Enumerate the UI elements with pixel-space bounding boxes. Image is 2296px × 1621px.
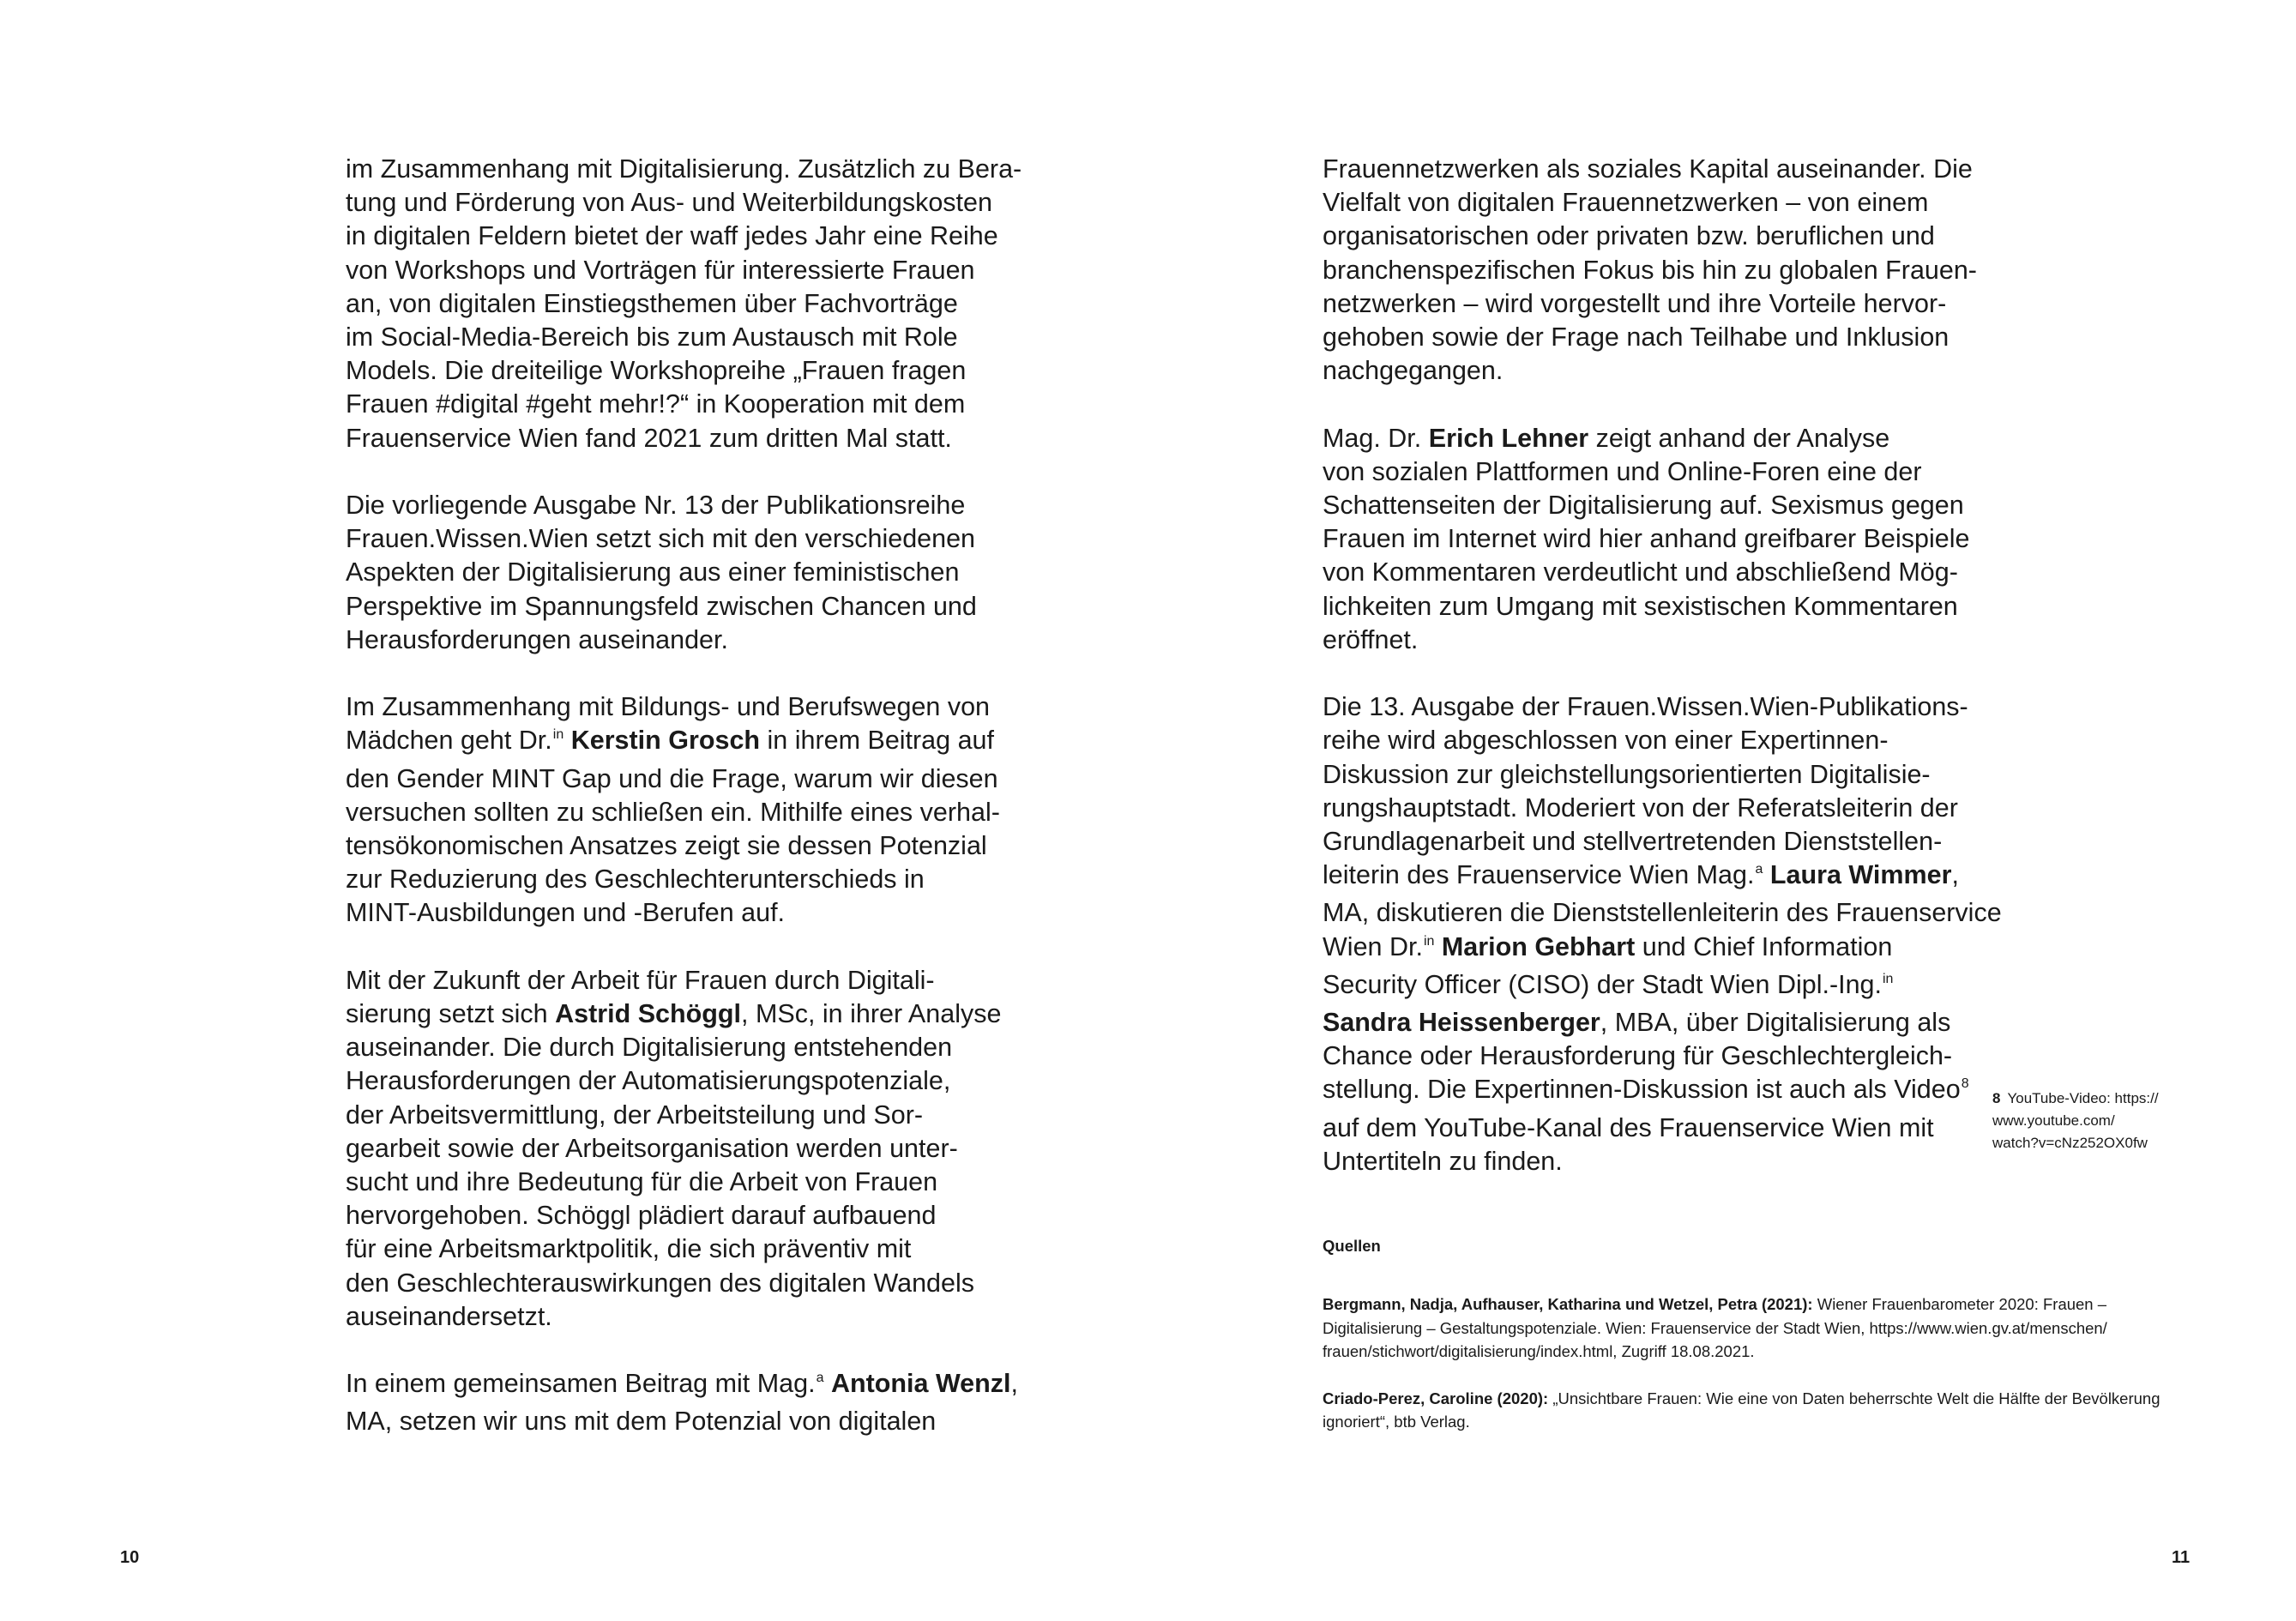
page-number-right: 11	[2172, 1548, 2191, 1567]
text-run: Frauen #digital #geht mehr!?“ in Kooperation mit dem	[346, 389, 966, 419]
text-run: ,	[1951, 860, 1959, 890]
text-run: den Gender MINT Gap und die Frage, warum wir diesen	[346, 763, 998, 793]
text-run: , MBA, über Digitalisierung als	[1600, 1008, 1951, 1038]
footnote-line: www.youtube.com/	[1992, 1112, 2115, 1129]
text-line	[1323, 1145, 2009, 1178]
superscript: a	[1755, 862, 1763, 877]
bold-name: Marion Gebhart	[1441, 931, 1636, 961]
text-line	[346, 829, 1032, 863]
text-run: Mag. Dr.	[1323, 423, 1429, 453]
text-line	[346, 997, 1032, 1031]
text-line	[1323, 1293, 2206, 1317]
text-line	[1323, 1039, 2009, 1073]
bold-name: Bergmann, Nadja, Aufhauser, Katharina und Wetzel, Petra (2021):	[1323, 1295, 1813, 1313]
text-line	[1323, 758, 2009, 792]
bold-name: Kerstin Grosch	[570, 726, 761, 756]
text-line	[346, 186, 1032, 220]
text-run: Herausforderungen auseinander.	[346, 624, 728, 654]
paragraph	[346, 489, 1032, 657]
text-line	[1323, 1387, 2206, 1411]
reference	[1323, 1293, 2206, 1364]
bold-name: Sandra Heissenberger	[1323, 1008, 1600, 1038]
bold-name: Criado-Perez, Caroline (2020):	[1323, 1389, 1549, 1407]
sources-heading: Quellen	[1323, 1237, 1381, 1255]
footnote-line	[1992, 1088, 2159, 1110]
text-line	[346, 1031, 1032, 1064]
text-run: im Zusammenhang mit Digitalisierung. Zusätzlich zu Bera-	[346, 154, 1022, 184]
bold-name: Laura Wimmer	[1769, 860, 1952, 890]
text-run: zur Reduzierung des Geschlechterunterschieds in	[346, 865, 925, 895]
text-line	[346, 1166, 1032, 1199]
text-run: frauen/stichwort/digitalisierung/index.html, Zugriff 18.08.2021.	[1323, 1342, 1755, 1360]
text-run: hervorgehoben. Schöggl plädiert darauf aufbauend	[346, 1201, 937, 1231]
text-run: ,	[1010, 1369, 1018, 1399]
superscript: in	[1883, 971, 1894, 986]
text-run: in digitalen Feldern bietet der waff jedes Jahr eine Reihe	[346, 221, 998, 251]
text-run: Models. Die dreiteilige Workshopreihe „Frauen fragen	[346, 356, 967, 386]
text-run: tung und Förderung von Aus- und Weiterbildungskosten	[346, 188, 992, 218]
text-run: der Arbeitsvermittlung, der Arbeitsteilung und Sor-	[346, 1100, 924, 1130]
text-line	[1323, 1317, 2206, 1341]
text-line	[346, 220, 1032, 253]
text-run: Frauennetzwerken als soziales Kapital auseinander. Die	[1323, 154, 1973, 184]
right-text-column	[1323, 153, 2009, 1212]
paragraph	[346, 964, 1032, 1334]
text-run	[1763, 860, 1769, 889]
text-line	[1323, 422, 2009, 455]
text-run: Im Zusammenhang mit Bildungs- und Berufswegen von	[346, 692, 991, 722]
text-run: Perspektive im Spannungsfeld zwischen Chancen und	[346, 591, 977, 621]
text-run: Die vorliegende Ausgabe Nr. 13 der Publikationsreihe	[346, 491, 966, 521]
text-run: Mit der Zukunft der Arbeit für Frauen durch Digitali-	[346, 965, 935, 995]
text-run: Frauenservice Wien fand 2021 zum dritten Mal statt.	[346, 423, 952, 453]
superscript: in	[1423, 933, 1435, 949]
text-line	[346, 964, 1032, 997]
text-run	[823, 1369, 830, 1398]
text-line	[346, 1300, 1032, 1334]
text-run: Die 13. Ausgabe der Frauen.Wissen.Wien-Publikations-	[1323, 692, 1968, 722]
text-run: eröffnet.	[1323, 624, 1419, 654]
text-run: In einem gemeinsamen Beitrag mit Mag.	[346, 1369, 816, 1399]
bold-name: Antonia Wenzl	[830, 1369, 1011, 1399]
footnote-text: YouTube-Video: https://	[2007, 1090, 2159, 1106]
text-run: Aspekten der Digitalisierung aus einer feministischen	[346, 557, 960, 588]
text-line	[1323, 556, 2009, 589]
text-run: auf dem YouTube-Kanal des Frauenservice Wien mit	[1323, 1112, 1934, 1142]
text-run: an, von digitalen Einstiegsthemen über Fachvorträge	[346, 288, 958, 318]
text-run: Chance oder Herausforderung für Geschlechtergleich-	[1323, 1041, 1953, 1071]
text-line	[346, 590, 1032, 624]
text-run: von sozialen Plattformen und Online-Foren eine der	[1323, 456, 1922, 486]
text-line	[1323, 1006, 2009, 1039]
text-run: zeigt anhand der Analyse	[1588, 423, 1890, 453]
text-line	[346, 896, 1032, 930]
text-run: netzwerken – wird vorgestellt und ihre Vorteile hervor-	[1323, 288, 1947, 318]
reference-list	[1323, 1293, 2206, 1434]
text-run: Security Officer (CISO) der Stadt Wien Dipl.-Ing.	[1323, 969, 1882, 999]
text-line	[346, 153, 1032, 186]
text-run: ignoriert“, btb Verlag.	[1323, 1413, 1470, 1431]
superscript: a	[816, 1371, 824, 1386]
text-line	[1323, 624, 2009, 657]
text-line	[1323, 896, 2009, 930]
text-line	[346, 1199, 1032, 1232]
left-text-column	[346, 153, 1032, 1473]
text-run: MA, setzen wir uns mit dem Potenzial von digitalen	[346, 1407, 937, 1437]
text-run: Mädchen geht Dr.	[346, 726, 552, 756]
reference	[1323, 1387, 2206, 1434]
text-run: für eine Arbeitsmarktpolitik, die sich präventiv mit	[346, 1234, 912, 1264]
text-line	[1323, 1410, 2206, 1434]
paragraph	[346, 153, 1032, 455]
text-run: Wiener Frauenbarometer 2020: Frauen –	[1812, 1295, 2107, 1313]
text-line	[1323, 220, 2009, 253]
text-line	[1323, 590, 2009, 624]
text-line	[1323, 724, 2009, 757]
footnote-number: 8	[1992, 1090, 2001, 1106]
text-line	[346, 522, 1032, 556]
text-run: Digitalisierung – Gestaltungspotenziale. Wien: Frauenservice der Stadt Wien, https://www.wien.gv.at/menschen/	[1323, 1318, 2107, 1337]
text-line	[1323, 354, 2009, 388]
paragraph	[1323, 153, 2009, 388]
text-run: MINT-Ausbildungen und -Berufen auf.	[346, 898, 786, 928]
text-line	[346, 1367, 1032, 1405]
text-line	[1323, 1073, 2009, 1111]
text-line	[1323, 792, 2009, 825]
text-line	[346, 1099, 1032, 1132]
text-line	[346, 863, 1032, 896]
text-run: branchenspezifischen Fokus bis hin zu globalen Frauen-	[1323, 255, 1977, 285]
text-run: auseinandersetzt.	[346, 1301, 552, 1331]
text-run: Untertiteln zu finden.	[1323, 1146, 1563, 1176]
text-line	[346, 690, 1032, 724]
text-run: lichkeiten zum Umgang mit sexistischen Kommentaren	[1323, 591, 1958, 621]
text-line	[346, 724, 1032, 762]
text-run: nachgegangen.	[1323, 356, 1504, 386]
text-line	[346, 796, 1032, 829]
text-run: auseinander. Die durch Digitalisierung entstehenden	[346, 1033, 953, 1063]
text-run: reihe wird abgeschlossen von einer Expertinnen-	[1323, 726, 1889, 756]
text-run	[1434, 932, 1441, 961]
bold-name: Erich Lehner	[1428, 423, 1589, 453]
footnote-line: watch?v=cNz252OX0fw	[1992, 1135, 2148, 1151]
text-run: von Kommentaren verdeutlicht und abschließend Mög-	[1323, 557, 1958, 588]
text-run: von Workshops und Vorträgen für interessierte Frauen	[346, 255, 975, 285]
text-line	[1323, 254, 2009, 287]
text-line	[1323, 153, 2009, 186]
text-run: sierung setzt sich	[346, 999, 556, 1029]
text-line	[1323, 489, 2009, 522]
text-run	[563, 726, 570, 755]
sources-section	[1323, 1235, 2206, 1457]
text-run: Wien Dr.	[1323, 931, 1423, 961]
text-line	[1323, 968, 2009, 1006]
text-run: , MSc, in ihrer Analyse	[741, 999, 1002, 1029]
superscript: in	[552, 727, 564, 743]
text-run: in ihrem Beitrag auf	[760, 726, 994, 756]
text-line	[1323, 522, 2009, 556]
text-line	[1323, 859, 2009, 896]
paragraph	[1323, 422, 2009, 657]
footnote-8	[1992, 1088, 2159, 1154]
text-line	[1323, 1112, 2009, 1145]
text-line	[346, 624, 1032, 657]
superscript: 8	[1961, 1076, 1969, 1092]
text-line	[346, 388, 1032, 421]
text-line	[346, 1232, 1032, 1266]
text-line	[346, 1405, 1032, 1438]
text-run: organisatorischen oder privaten bzw. beruflichen und	[1323, 221, 1935, 251]
text-line	[1323, 455, 2009, 489]
text-line	[346, 287, 1032, 321]
paragraph	[346, 1367, 1032, 1438]
text-run: Grundlagenarbeit und stellvertretenden Dienststellen-	[1323, 827, 1943, 857]
text-line	[1323, 321, 2009, 354]
text-run: tensökonomischen Ansatzes zeigt sie dessen Potenzial	[346, 831, 987, 861]
text-run: rungshauptstadt. Moderiert von der Referatsleiterin der	[1323, 792, 1958, 823]
text-run: „Unsichtbare Frauen: Wie eine von Daten beherrschte Welt die Hälfte der Bevölkerung	[1548, 1389, 2160, 1407]
text-line	[1323, 287, 2009, 321]
text-line	[346, 254, 1032, 287]
page-number-left: 10	[120, 1548, 140, 1567]
text-run: den Geschlechterauswirkungen des digitalen Wandels	[346, 1268, 974, 1298]
text-run: Frauen.Wissen.Wien setzt sich mit den verschiedenen	[346, 524, 976, 554]
text-run: leiterin des Frauenservice Wien Mag.	[1323, 860, 1755, 890]
text-line	[1323, 1340, 2206, 1364]
text-run: MA, diskutieren die Dienststellenleiterin des Frauenservice	[1323, 898, 2002, 928]
text-line	[346, 1064, 1032, 1098]
text-line	[346, 354, 1032, 388]
text-line	[346, 762, 1032, 796]
text-line	[346, 556, 1032, 589]
text-line	[346, 1267, 1032, 1300]
text-run: Vielfalt von digitalen Frauennetzwerken – von einem	[1323, 188, 1929, 218]
paragraph	[1323, 690, 2009, 1178]
text-run: Frauen im Internet wird hier anhand greifbarer Beispiele	[1323, 524, 1970, 554]
text-run: gehoben sowie der Frage nach Teilhabe und Inklusion	[1323, 322, 1949, 353]
text-line	[1323, 825, 2009, 859]
bold-name: Astrid Schöggl	[555, 999, 742, 1029]
text-run: stellung. Die Expertinnen-Diskussion ist auch als Video	[1323, 1075, 1961, 1105]
text-run: Schattenseiten der Digitalisierung auf. Sexismus gegen	[1323, 491, 1964, 521]
paragraph	[346, 690, 1032, 930]
text-run: Herausforderungen der Automatisierungspotenziale,	[346, 1066, 951, 1096]
text-run: sucht und ihre Bedeutung für die Arbeit von Frauen	[346, 1167, 938, 1197]
text-run: und Chief Information	[1635, 931, 1893, 961]
text-line	[346, 1132, 1032, 1166]
text-line	[1323, 186, 2009, 220]
text-line	[346, 422, 1032, 455]
text-line	[1323, 690, 2009, 724]
text-run: im Social-Media-Bereich bis zum Austausch mit Role	[346, 322, 958, 353]
text-run: versuchen sollten zu schließen ein. Mithilfe eines verhal-	[346, 797, 1000, 827]
text-run: gearbeit sowie der Arbeitsorganisation werden unter-	[346, 1133, 958, 1163]
text-line	[346, 321, 1032, 354]
text-line	[346, 489, 1032, 522]
text-run: Diskussion zur gleichstellungsorientierten Digitalisie-	[1323, 759, 1931, 789]
text-line	[1323, 931, 2009, 968]
